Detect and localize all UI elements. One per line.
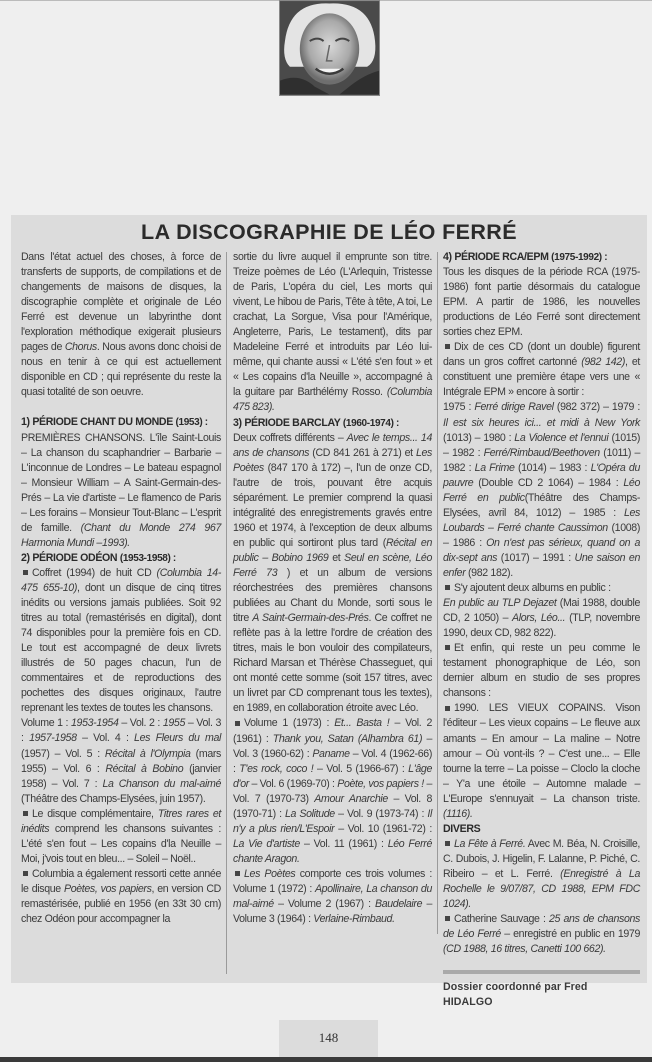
- list-entry-title: Ferré/Rimbaud/Beethoven: [483, 446, 600, 459]
- list-entry-label: – Vol. 9 (1973-74) :: [334, 807, 428, 820]
- list-entry-ref: (1008): [607, 521, 640, 534]
- list-entry-title: Et... Basta !: [334, 717, 390, 730]
- list-entry-ref: (982 182).: [465, 566, 513, 579]
- list-entry-title: La Violence et l'ennui: [514, 431, 609, 444]
- discography-panel: [11, 215, 647, 1009]
- column-divider: [226, 252, 227, 974]
- column-3: [443, 250, 640, 1010]
- section-heading-barclay: 3) PÉRIODE BARCLAY (1960-1974) :: [233, 416, 399, 429]
- list-entry-label: – Volume 3 (1964) :: [233, 898, 432, 926]
- portrait-photo: [279, 0, 380, 96]
- list-entry-title: Amour Anarchie: [314, 792, 388, 805]
- list-entry-extra: (Théâtre des Champs-Elysées, juin 1957).: [21, 792, 206, 805]
- bullet-icon: [235, 871, 240, 876]
- list-entry-title: Les Loubards – Ferré chante Caussimon: [443, 506, 640, 534]
- list-entry-ref: (982 372): [553, 401, 600, 414]
- column-2: [233, 250, 432, 927]
- section-text-chant-du-monde: PREMIÈRES CHANSONS. L'île Saint-Louis – La chanson du scaphandrier – Barbarie – L'inconnue de Londres – Le bateau espagnol – Monsieur William – A Saint-Germain-des-Prés – La vie d'artiste – Le flamenco de Paris – Les forains – Monsieur Tout-Blanc – L'esprit de famille. (Chant du Monde 274 967 Harmonia Mundi –1993).: [21, 431, 221, 549]
- magazine-name: Chorus: [64, 341, 97, 354]
- list-entry-title: Verlaine-Rimbaud.: [313, 913, 395, 926]
- list-entry-title: Léo Ferré en public: [443, 476, 640, 504]
- les-poetes-volumes-paragraph: Les Poètes comporte ces trois volumes : Volume 1 (1972) : Apollinaire, La chanson du mal-aimé – Volume 2 (1967) : Baudelaire – Volume 3 (1964) : Verlaine-Rimbaud.: [233, 867, 433, 926]
- column-1: [21, 250, 221, 927]
- list-entry-year: – 1983 :: [546, 461, 591, 474]
- list-entry-title: Récital à l'Olympia: [104, 747, 191, 760]
- list-entry-ref: (Théâtre des Champs-Elysées, avril 84, 1012): [443, 491, 640, 519]
- list-entry-ref: (1013): [443, 431, 472, 444]
- list-entry-label: – Vol. 6 (1969-70) :: [248, 777, 338, 790]
- list-entry-title: Baudelaire: [375, 898, 423, 911]
- intro-paragraph: Dans l'état actuel des choses, à force de transferts de supports, de compilations et de changements de maisons de disques, la discographie complète et originale de Léo Ferré est devenue un labyrinthe dont l'exploration méthodique exigerait plusieurs pages de Chorus. Nous avons donc choisi de nous en tenir à ce qui est actuellement disponible en CD ; qui représente du reste la quasi totalité de son oeuvre.: [21, 251, 221, 399]
- list-entry-label: – Vol. 7 :: [46, 777, 103, 790]
- last-album-intro-paragraph: Et enfin, qui reste un peu comme le testament phonographique de Léo, son dernier album en studio de ses propres chansons :: [443, 642, 640, 700]
- list-entry-label: Volume 1 (1972) :: [233, 882, 315, 895]
- odeon-volumes-list: [21, 716, 221, 806]
- list-entry-label: – Vol. 5 (1966-67) :: [313, 762, 409, 775]
- poetes-continuation-paragraph: sortie du livre auquel il emprunte son titre. Treize poèmes de Léo (L'Arlequin, Tristesse de Paris, L'opéra du ciel, Les morts qui vivent, Le hibou de Paris, Tête à tête, A toi, Le crachat, La Sorgue, Visa pour l'Amérique, Angleterre, Paris, Le testament), dits par Madeleine Ferré et introduits par Léo lui-même, qui chante aussi « L'été s'en fout » et « Les copains d'la Neuille », accompagné à la guitare par Barthélémy Rosso. (Columbia 475 823).: [233, 251, 432, 414]
- list-entry-label: Volume 1 (1973) :: [244, 717, 335, 730]
- list-entry-ref: (1011): [599, 446, 632, 459]
- list-entry-label: – Vol. 3 (1960-62) :: [233, 732, 432, 760]
- list-entry-year: – 1979 :: [599, 401, 640, 414]
- signature: Dossier coordonné par Fred HIDALGO: [443, 981, 588, 1009]
- bullet-icon: [235, 721, 240, 726]
- list-entry-year: – 1982 :: [443, 446, 640, 474]
- list-entry-year: – 1982 :: [443, 446, 484, 459]
- list-entry-label: – Vol. 4 :: [76, 732, 135, 745]
- list-entry-title: Il n'y a plus rien/L'Espoir: [233, 807, 432, 835]
- list-entry-year: 1975 :: [443, 401, 475, 414]
- list-entry-ref: (1014): [514, 461, 547, 474]
- bullet-icon: [23, 871, 28, 876]
- column-divider: [437, 252, 438, 934]
- list-entry-title: L'Opéra du pauvre: [443, 461, 640, 489]
- list-entry-ref: (Double CD 2 1064): [473, 476, 574, 489]
- odeon-coffret-paragraph: Coffret (1994) de huit CD (Columbia 14-475 655-10), dont un disque de cinq titres inédits ou versions jamais publiées. Soit 92 titres au total (remastérisés en digital), dont 74 disponibles pour la première fois en CD. Le tout est accompagné de deux livrets illustrés de 50 pages chacun, l'un de commentaires et de reproductions des pochettes des disques originaux, l'autre reprenant les textes de toutes les chansons.: [21, 566, 221, 715]
- odeon-poetes-paragraph: Columbia a également ressorti cette année le disque Poètes, vos papiers, en version CD remastérisée, publié en 1956 (en 33t 30 cm) chez Odéon pour accompagner la: [21, 867, 221, 926]
- section-heading-divers: DIVERS: [443, 822, 481, 835]
- list-entry-title: Apollinaire, La chanson du mal-aimé: [233, 882, 433, 911]
- list-entry-title: T'es rock, coco !: [239, 762, 314, 775]
- bullet-icon: [445, 916, 450, 921]
- list-entry-label: – Vol. 2 (1961) :: [233, 717, 432, 745]
- odeon-complementary-paragraph: Le disque complémentaire, Titres rares et inédits comprend les chansons suivantes : L'été s'en fout – Les copains d'la Neuille – Moi, j'vois tout en bleu... – Soleil – Noël..: [21, 807, 222, 865]
- list-entry-title: 1957-1958: [29, 732, 77, 745]
- list-entry-title: Les Fleurs du mal: [134, 732, 222, 745]
- page-number: 148: [318, 1030, 339, 1045]
- list-entry-title: Il est six heures ici... et midi à New York: [443, 416, 640, 429]
- list-entry-label: – Vol. 6 :: [46, 762, 106, 775]
- list-entry-label: – Vol. 5 :: [49, 747, 105, 760]
- list-entry-extra: (janvier 1958): [21, 762, 222, 790]
- epm-coffret-paragraph: Dix de ces CD (dont un double) figurent dans un gros coffret cartonné (982 142), et constituent une première étape vers une « Intégrale EPM » encore à sortir :: [443, 341, 640, 399]
- list-entry-title: Léo Ferré chante Aragon.: [233, 837, 432, 865]
- list-entry-label: – Vol. 3 :: [21, 717, 221, 745]
- list-entry-label: – Vol. 8 (1970-71) :: [233, 792, 432, 820]
- fete-a-ferre-paragraph: La Fête à Ferré. Avec M. Béa, N. Croisille, C. Dubois, J. Higelin, F. Lalanne, P. Piché, C. Ribeiro – et L. Ferré. (Enregistré à La Rochelle le 9/07/87, CD 1988, EPM FDC 1024).: [443, 837, 641, 911]
- list-entry-title: Paname: [312, 747, 350, 760]
- bullet-icon: [445, 645, 450, 650]
- bullet-icon: [23, 570, 28, 575]
- list-entry-year: – 1991 :: [529, 551, 575, 564]
- bullet-icon: [445, 585, 450, 590]
- list-entry-title: Thank you, Satan (Alhambra 61): [272, 732, 423, 745]
- section-heading-odeon: 2) PÉRIODE ODÉON (1953-1958) :: [21, 551, 176, 564]
- list-entry-label: – Vol. 4 (1962-66) :: [233, 747, 432, 775]
- bullet-icon: [445, 841, 450, 846]
- barclay-volumes-list: [233, 716, 432, 866]
- bullet-icon: [445, 344, 450, 349]
- list-entry-title: Poète, vos papiers !: [337, 777, 424, 790]
- list-entry-extra: (1957): [21, 747, 50, 760]
- list-entry-title: La Solitude: [284, 807, 335, 820]
- list-entry-title: La Vie d'artiste: [233, 837, 300, 850]
- list-entry-title: On n'est pas sérieux, quand on a dix-sept ans: [443, 536, 640, 564]
- list-entry-title: 1955: [162, 717, 186, 730]
- rca-epm-intro-paragraph: Tous les disques de la période RCA (1975-1986) font partie désormais du catalogue EPM. A partir de 1986, les nouvelles productions de Léo Ferré sont directement sorties chez EPM.: [443, 266, 640, 339]
- vieux-copains-paragraph: 1990. LES VIEUX COPAINS. Vison l'éditeur – Les vieux copains – Le fleuve aux amants – En amour – La maline – Notre amour – Où vont-ils ? – C'est une... – Elle tourne la terre – La poisse – Cloclo la cloche – Y'a une étoile – Automne malade – L'Europe s'ennuyait – La chanson triste. (1116).: [443, 702, 640, 820]
- bullet-icon: [445, 706, 450, 711]
- signature-rule: [443, 970, 640, 974]
- list-entry-label: Volume 1 :: [21, 717, 71, 730]
- page-number-box: [279, 1020, 378, 1057]
- list-entry-label: – Vol. 10 (1961-72) :: [334, 822, 432, 835]
- list-entry-extra: (mars 1955): [21, 747, 221, 775]
- list-entry-ref: (1017): [497, 551, 530, 564]
- list-entry-label: – Vol. 7 (1970-73): [233, 777, 433, 805]
- epm-albums-list: [443, 400, 640, 581]
- list-entry-title: Une saison en enfer: [443, 551, 640, 579]
- barclay-coffrets-paragraph: Deux coffrets différents – Avec le temps... 14 ans de chansons (CD 841 261 à 271) et Les Poètes (847 170 à 172) –, l'un de onze CD, l'autre de trois, pouvant être acquis séparément. Le premier comprend la quasi intégralité des enregistrements gravés entre 1960 et 1974, à l'exception de deux albums en public qui sortiront plus tard (Récital en public – Bobino 1969 et Seul en scène, Léo Ferré 73 ) et un album de versions réorchestrées des premières chansons publiées au Chant du Monde, sorti sous le titre A Saint-Germain-des-Prés. Ce coffret ne reflète pas à la lettre l'ordre de création des titres, mais le bon vouloir des compilateurs, Richard Marsan et Thérèse Chasseguet, qui ont monté cette somme (soit 157 titres, avec un livret par CD comprenant tous les textes), en 1989, en collaboration étroite avec Léo.: [233, 431, 433, 715]
- list-entry-label: – Vol. 2 :: [118, 717, 163, 730]
- portrait-image: [280, 1, 379, 95]
- list-entry-title: La Frime: [474, 461, 515, 474]
- list-entry-title: L'âge d'or: [233, 762, 433, 790]
- list-entry-year: – 1986 :: [443, 536, 487, 549]
- list-entry-title: 1953-1954: [71, 717, 119, 730]
- catherine-sauvage-paragraph: Catherine Sauvage : 25 ans de chansons de Léo Ferré – enregistré en public en 1979 (CD 1988, 16 titres, Canetti 100 662).: [443, 913, 640, 956]
- list-entry-label: – Volume 2 (1967) :: [273, 898, 375, 911]
- list-entry-year: – 1980 :: [471, 431, 515, 444]
- section-heading-rca-epm: 4) PÉRIODE RCA/EPM (1975-1992) :: [443, 251, 608, 263]
- public-albums-paragraph: S'y ajoutent deux albums en public : En public au TLP Dejazet (Mai 1988, double CD, 2 1050) – Alors, Léo... (TLP, novembre 1990, deux CD, 982 822).: [443, 582, 641, 640]
- section-heading-chant-du-monde: 1) PÉRIODE CHANT DU MONDE (1953) :: [21, 416, 208, 429]
- list-entry-title: La Chanson du mal-aimé: [102, 777, 221, 790]
- list-entry-year: – 1984 :: [573, 476, 624, 489]
- list-entry-ref: (1015): [608, 431, 640, 444]
- list-entry-title: Ferré dirige Ravel: [474, 401, 554, 414]
- page-bottom-edge: [0, 1057, 652, 1062]
- article-title: LA DISCOGRAPHIE DE LÉO FERRÉ: [141, 220, 517, 244]
- list-entry-year: – 1985 :: [561, 506, 624, 519]
- list-entry-title: Récital à Bobino: [105, 762, 184, 775]
- bullet-icon: [23, 811, 28, 816]
- list-entry-label: – Vol. 11 (1961) :: [299, 837, 388, 850]
